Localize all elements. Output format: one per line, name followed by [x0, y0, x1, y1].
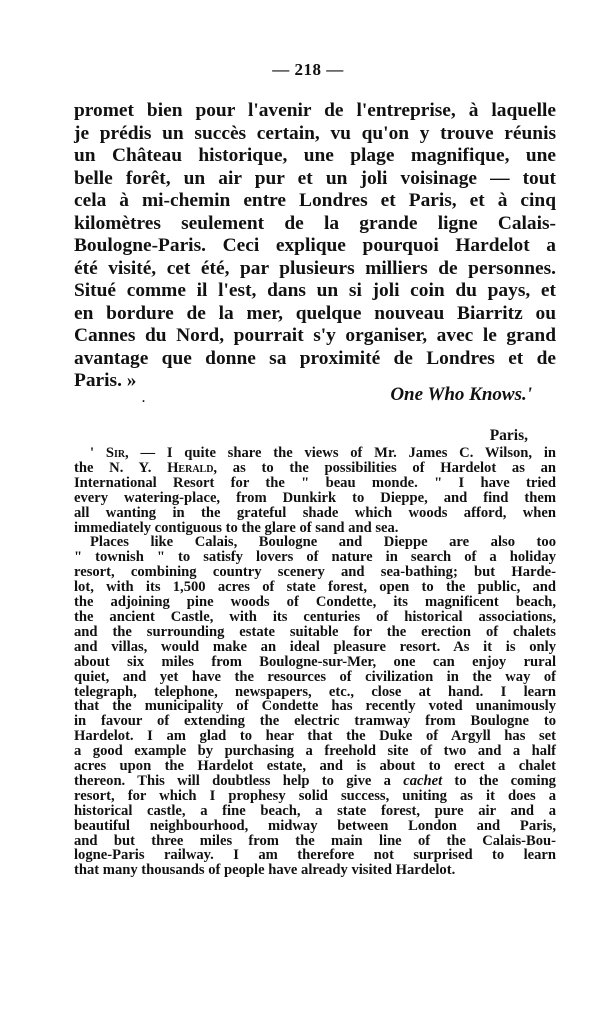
text-line: that the municipality of Condette has recently voted unanimously	[74, 698, 556, 715]
text-line: the adjoining pine woods of Condette, its magnificent beach,	[74, 594, 556, 611]
text-line: a good example by purchasing a freehold site of two and a half	[74, 743, 556, 760]
page-number: — 218 —	[272, 60, 344, 79]
text-fragment: as to the possibilities of Hardelot as an	[217, 459, 556, 476]
text-line: kilomètres seulement de la grande ligne Calais-	[74, 212, 556, 234]
text-line: historical castle, a fine beach, a state forest, pure air and a	[74, 802, 556, 819]
text-line: avantage que donne sa proximité de Londres et de	[74, 347, 556, 369]
text-line: International Resort for the " beau monde. " I have tried	[74, 474, 556, 491]
text-line: and the surrounding estate suitable for the erection of chalets	[74, 623, 556, 640]
text-line: je prédis un succès certain, vu qu'on y trouve réunis	[74, 122, 556, 144]
english-letter-text	[74, 446, 556, 878]
quote-mark: '	[90, 445, 106, 461]
text-line: Hardelot. I am glad to hear that the Duke of Argyll has set	[74, 728, 556, 745]
italic-word: cachet	[403, 772, 443, 789]
text-line: lot, with its 1,500 acres of state forest, open to the public, and	[74, 579, 556, 596]
text-line: about six miles from Boulogne-sur-Mer, one can enjoy rural	[74, 653, 556, 670]
text-line: Places like Calais, Boulogne and Dieppe are also too	[90, 534, 556, 551]
text-line: en bordure de la mer, quelque nouveau Biarritz ou	[74, 302, 556, 324]
text-line: resort, for which I prophesy solid success, uniting as it does a	[74, 787, 556, 804]
text-fragment: the N. Y.	[74, 459, 168, 476]
text-line: cela à mi-chemin entre Londres et Paris, et à cinq	[74, 190, 556, 211]
text-line: Boulogne-Paris. Ceci explique pourquoi Hardelot a	[74, 235, 556, 256]
text-line: " townish " to satisfy lovers of nature in search of a holiday	[74, 549, 556, 566]
text-line: Cannes du Nord, pourrait s'y organiser, avec le grand	[74, 325, 556, 346]
text-line: all wanting in the grateful shade which woods afford, when	[74, 504, 556, 521]
text-line: Situé comme il l'est, dans un si joli coin du pays, et	[74, 280, 556, 301]
text-line: immediately contiguous to the glare of sand and sea.	[74, 519, 399, 536]
text-line: promet bien pour l'avenir de l'entreprise, à laquelle	[74, 100, 556, 121]
text-line	[74, 446, 556, 461]
text-line: and villas, would make an ideal pleasure resort. As it is only	[74, 638, 556, 655]
text-line: quiet, and yet have the resources of civilization in the way of	[74, 668, 556, 685]
french-letter-text	[74, 100, 556, 393]
letter-place: Paris,	[489, 427, 528, 444]
text-line: beautiful neighbourhood, midway between London and Paris,	[74, 817, 556, 834]
text-line: logne-Paris railway. I am therefore not surprised to learn	[74, 847, 556, 864]
newspaper-name: Herald,	[167, 459, 218, 476]
text-line: acres upon the Hardelot estate, and is about to erect a chalet	[74, 758, 556, 775]
text-line: and but three miles from the main line of the Calais-Bou-	[74, 832, 556, 849]
text-line: every watering-place, from Dunkirk to Dieppe, and find them	[74, 489, 556, 506]
text-line: un Château historique, une plage magnifique, une	[74, 145, 556, 166]
text-line	[74, 461, 556, 476]
text-fragment: thereon. This will doubtless help to give a	[74, 772, 404, 789]
text-line: the ancient Castle, with its centuries of historical associations,	[74, 608, 556, 625]
text-line: été visité, cet été, par plusieurs milliers de personnes.	[74, 257, 556, 279]
text-fragment: — I quite share the views of Mr. James C. Wilson, in	[128, 445, 556, 461]
text-line: telegraph, telephone, newspapers, etc., close at hand. I learn	[74, 683, 556, 700]
salutation: Sir,	[105, 445, 129, 461]
text-line: Paris. »	[74, 370, 137, 391]
text-line: belle forêt, un air pur et un joli voisinage — tout	[74, 167, 556, 189]
text-fragment: to the coming	[442, 772, 556, 789]
text-line: that many thousands of people have already visited Hardelot.	[74, 862, 456, 879]
text-line	[74, 774, 556, 789]
signature: One Who Knows.'	[390, 384, 532, 405]
text-line: resort, combining country scenery and sea-bathing; but Harde-	[74, 564, 556, 581]
stray-dot: .	[142, 391, 145, 405]
text-line: in favour of extending the electric tramway from Boulogne to	[74, 713, 556, 730]
